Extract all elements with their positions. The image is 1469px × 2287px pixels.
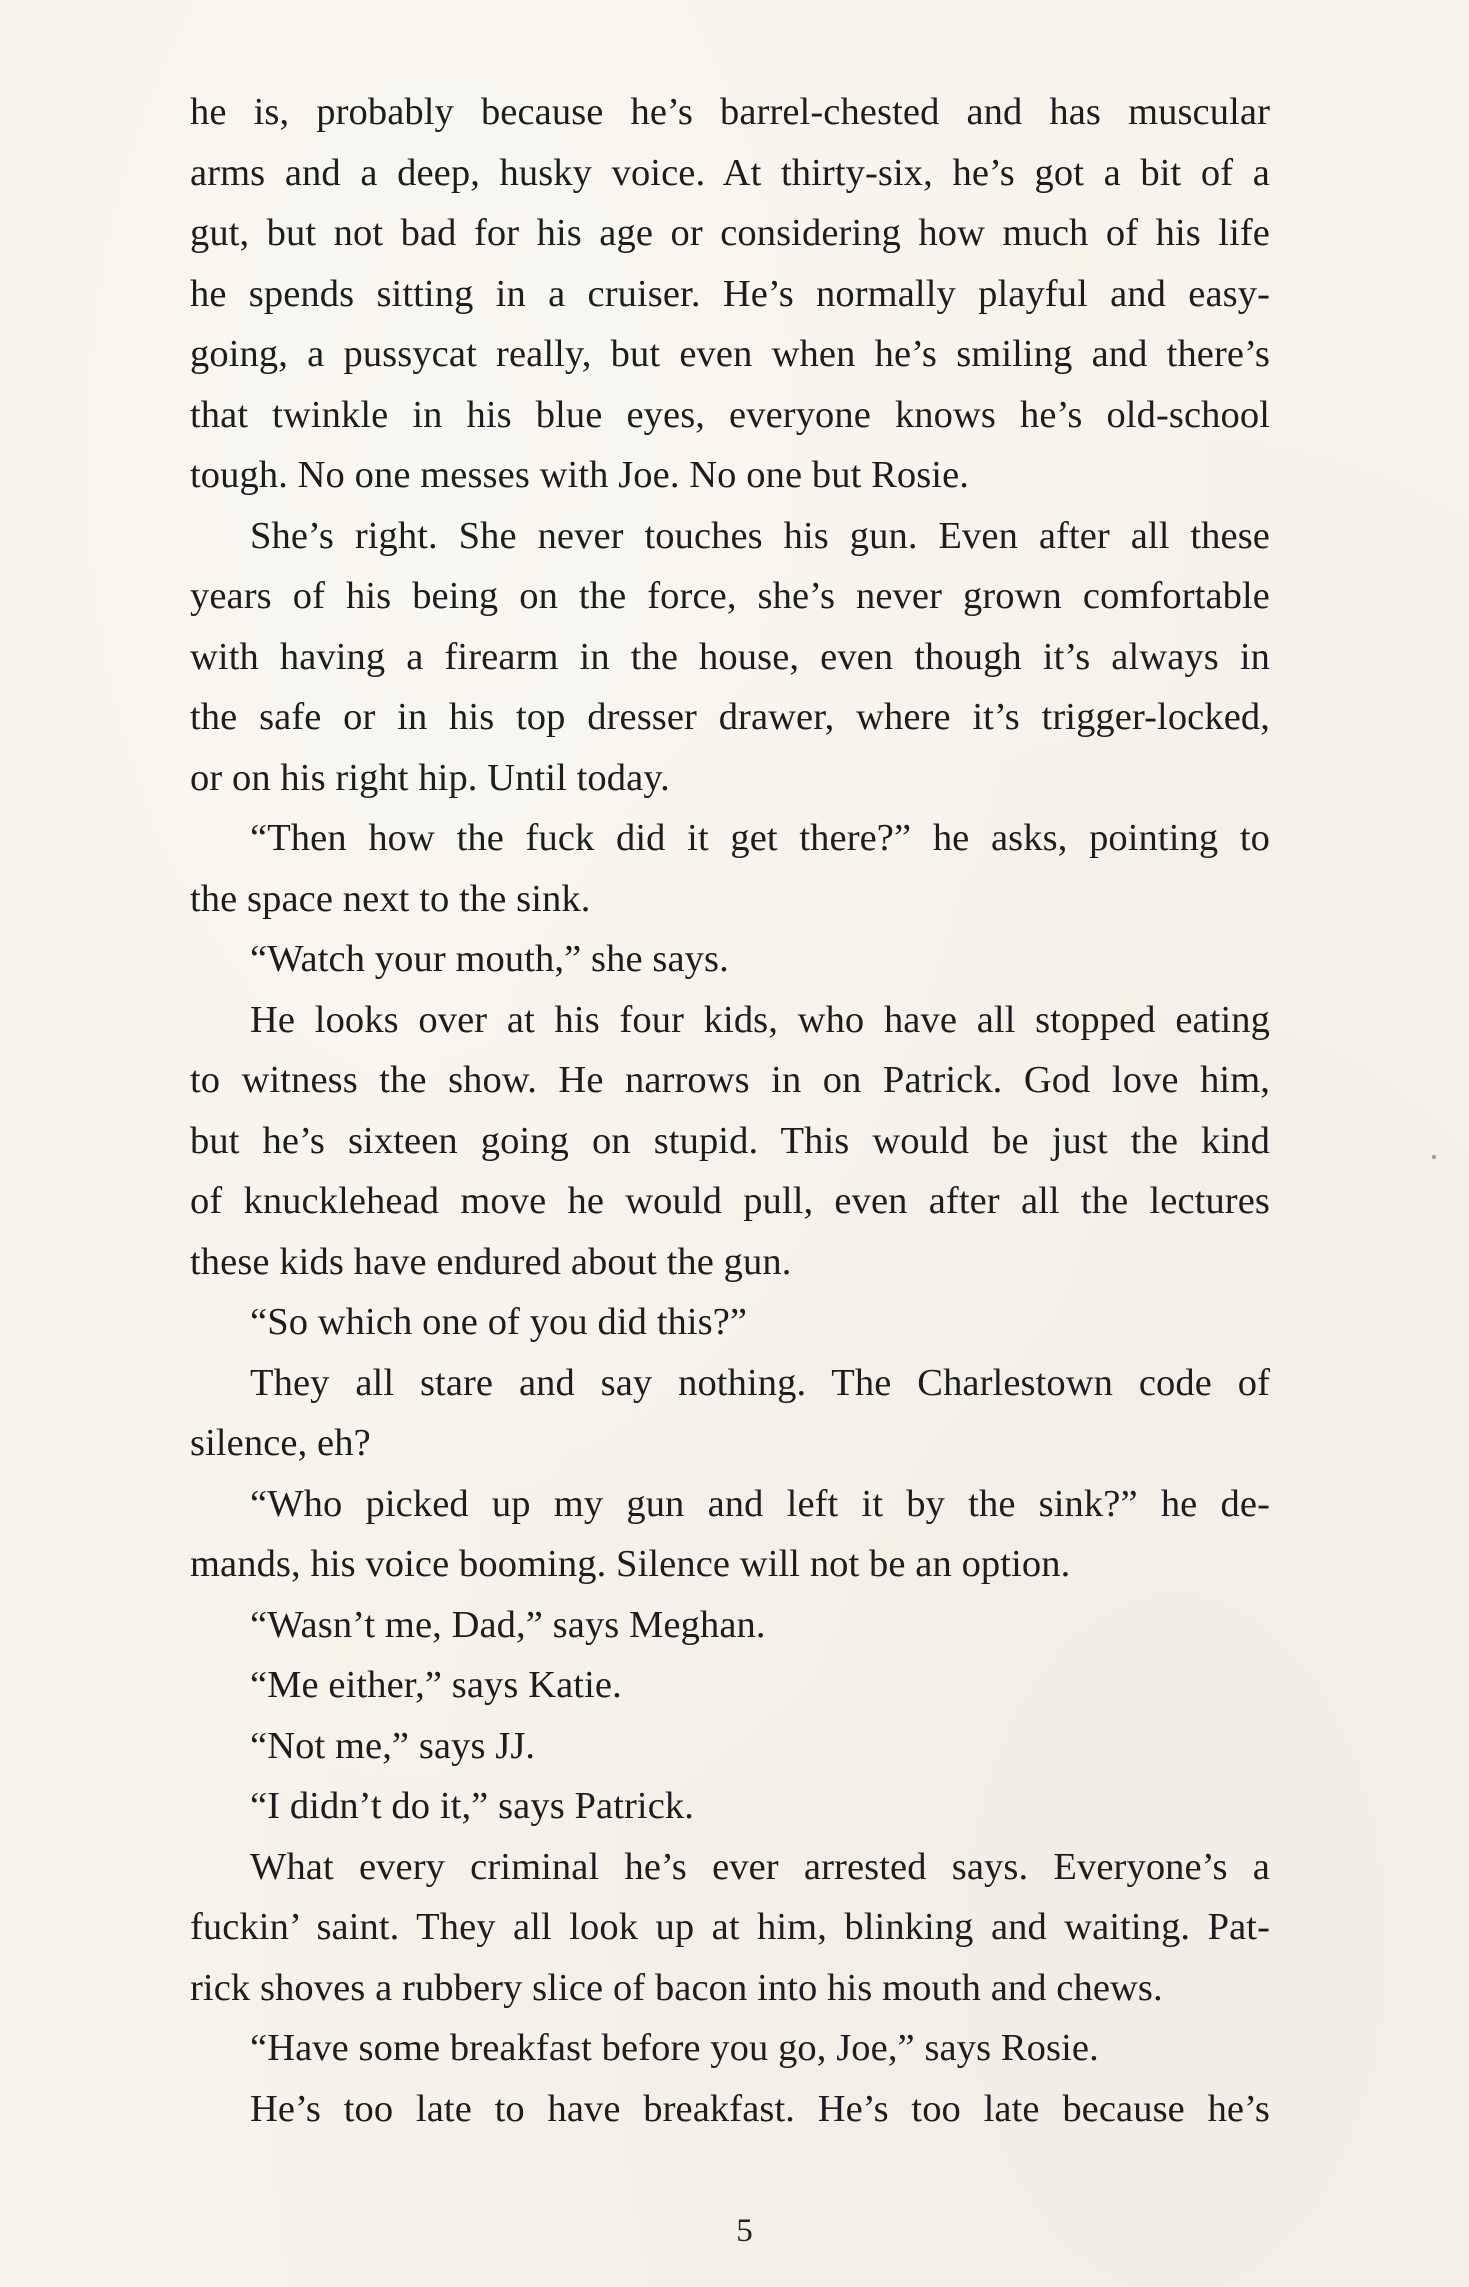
text-line: “Wasn’t me, Dad,” says Meghan. (250, 1603, 766, 1646)
text-line: these kids have endured about the gun. (190, 1240, 792, 1283)
text-line: They all stare and say nothing. The Charlestown code of (250, 1361, 1270, 1404)
text-line: he spends sitting in a cruiser. He’s normally playful and easy- (190, 272, 1270, 315)
text-line: “Have some breakfast before you go, Joe,” says Rosie. (250, 2027, 1099, 2069)
paper-speck (1432, 1155, 1436, 1159)
text-line: “So which one of you did this?” (250, 1301, 748, 1343)
text-line: the safe or in his top dresser drawer, where it’s trigger-locked, (190, 696, 1270, 738)
text-line: but he’s sixteen going on stupid. This would be just the kind (190, 1119, 1270, 1162)
body-text (190, 82, 1270, 2139)
text-line: to witness the show. He narrows in on Patrick. God love him, (190, 1059, 1270, 1101)
text-line: silence, eh? (190, 1422, 371, 1464)
text-line: gut, but not bad for his age or considering how much of his life (190, 212, 1270, 254)
page-number: 5 (736, 2213, 753, 2249)
text-line: “Watch your mouth,” she says. (250, 938, 729, 980)
text-line: years of his being on the force, she’s never grown comfortable (190, 575, 1270, 617)
text-line: arms and a deep, husky voice. At thirty-six, he’s got a bit of a (190, 151, 1270, 194)
text-line: “Not me,” says JJ. (250, 1724, 536, 1767)
text-line: that twinkle in his blue eyes, everyone knows he’s old-school (190, 393, 1270, 436)
text-line: “I didn’t do it,” says Patrick. (250, 1785, 694, 1827)
text-line: He looks over at his four kids, who have all stopped eating (250, 998, 1270, 1041)
text-line: or on his right hip. Until today. (190, 756, 670, 799)
text-line: mands, his voice booming. Silence will not be an option. (190, 1543, 1071, 1585)
text-line: He’s too late to have breakfast. He’s too late because he’s (250, 2087, 1270, 2130)
text-line: rick shoves a rubbery slice of bacon into his mouth and chews. (190, 1966, 1163, 2009)
text-line: going, a pussycat really, but even when he’s smiling and there’s (190, 333, 1270, 375)
text-line: “Me either,” says Katie. (250, 1664, 622, 1706)
text-line: of knucklehead move he would pull, even after all the lectures (190, 1180, 1270, 1222)
text-line: tough. No one messes with Joe. No one but Rosie. (190, 454, 970, 496)
text-line: “Then how the fuck did it get there?” he asks, pointing to (250, 817, 1270, 859)
text-line: he is, probably because he’s barrel-chested and has muscular (190, 91, 1270, 133)
text-line: She’s right. She never touches his gun. Even after all these (250, 514, 1270, 557)
text-line: “Who picked up my gun and left it by the sink?” he de- (250, 1482, 1270, 1525)
text-line: with having a firearm in the house, even though it’s always in (190, 635, 1270, 678)
text-line: the space next to the sink. (190, 877, 591, 920)
text-line: fuckin’ saint. They all look up at him, blinking and waiting. Pat- (190, 1906, 1270, 1948)
text-line: What every criminal he’s ever arrested says. Everyone’s a (250, 1845, 1270, 1888)
